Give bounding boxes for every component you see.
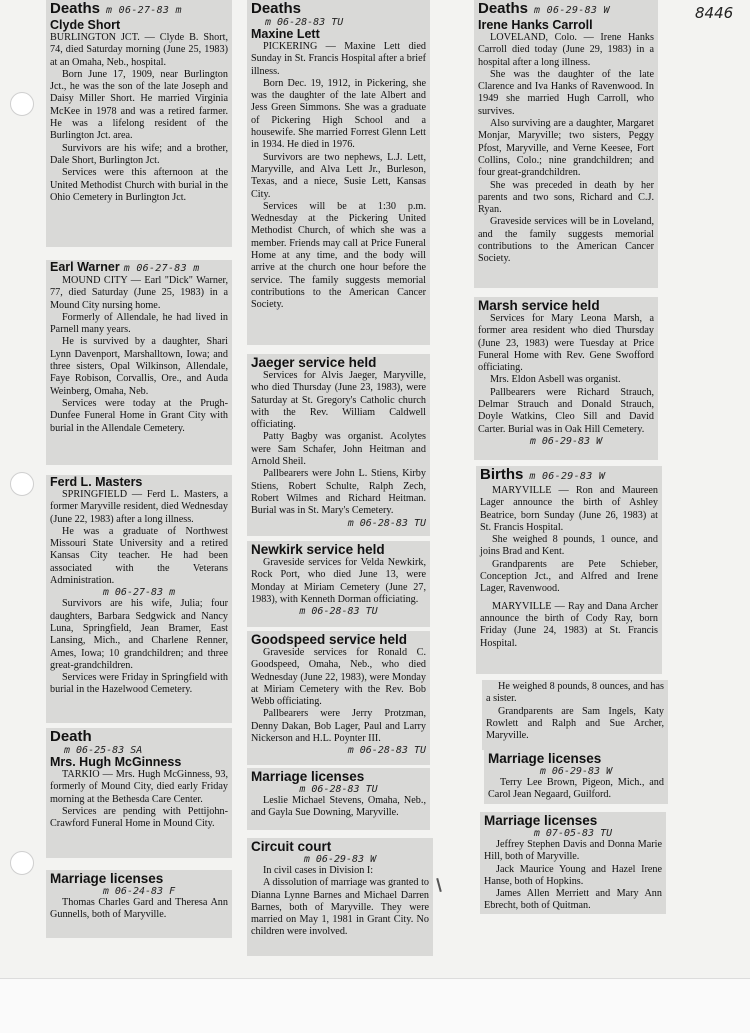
obituary-name: Irene Hanks Carroll — [478, 18, 593, 32]
handwritten-date: m 06-24-83 F — [102, 886, 176, 897]
marriage-licenses-heading: Marriage licenses — [50, 871, 164, 886]
clipping-goodspeed-service — [247, 631, 430, 765]
marriage-licenses-heading: Marriage licenses — [488, 751, 602, 766]
obituary-name: Clyde Short — [50, 18, 121, 32]
death-heading: Death — [50, 728, 92, 745]
pen-mark — [436, 878, 442, 892]
obituary-paragraph: Survivors are two nephews, L.J. Lett, Maryville, and Alva Lett Jr., Burleson, Texas, and a niece, Susie Lett, Kansas City. — [251, 151, 426, 200]
clipping-marsh-service — [474, 297, 658, 460]
obituary-paragraph: Services were this afternoon at the United Methodist Church with burial in the Ohio Cemetery in Burlington Jct. — [50, 167, 228, 203]
obituary-paragraph: Graveside services will be in Loveland, and the family suggests memorial contributions to the American Cancer Society. — [478, 216, 654, 265]
birth-paragraph: Grandparents are Sam Ingels, Katy Rowlett and Ralph and Sue Archer, Maryville. — [486, 705, 664, 742]
license-paragraph: Thomas Charles Gard and Theresa Ann Gunnells, both of Maryville. — [50, 897, 228, 921]
deaths-heading: Deaths — [251, 0, 302, 17]
service-paragraph: Pallbearers were John L. Stiens, Kirby Stiens, Robert Schulte, Ralph Zech, Robert Wilmes and Richard Heitman. Burial was in St. Mary's Cemetery. — [251, 468, 426, 517]
obituary-name: Earl Warner m 06-27-83 m — [50, 260, 200, 274]
obituary-paragraph: He was a graduate of Northwest Missouri State University and a retired Kansas City teacher. He had been associated with the Veterans Administration. — [50, 525, 228, 587]
clipping-carroll-obituary — [474, 0, 658, 288]
obituary-paragraph: PICKERING — Maxine Lett died Sunday in St. Francis Hospital after a brief illness. — [251, 41, 426, 77]
court-paragraph: In civil cases in Division I: — [263, 865, 374, 876]
birth-paragraph: MARYVILLE — Ray and Dana Archer announce the birth of Cody Ray, born Friday (June 24, 1983) at St. Francis Hospital. — [480, 600, 658, 649]
service-paragraph: Services for Mary Leona Marsh, a former area resident who died Thursday (June 23, 1983) were Tuesday at Price Funeral Home with Rev. Gene Swofford officiating. — [478, 313, 654, 374]
handwritten-date: m 06-29-83 W — [534, 5, 610, 16]
service-paragraph: Services for Alvis Jaeger, Maryville, who died Thursday (June 23, 1983), were Saturday at St. Gregory's Catholic church with the Rev. William Caldwell officiating. — [251, 370, 426, 431]
obituary-paragraph: LOVELAND, Colo. — Irene Hanks Carroll died today (June 29, 1983) in a hospital after a long illness. — [478, 32, 654, 68]
birth-paragraph: She weighed 8 pounds, 1 ounce, and joins Brad and Kent. — [480, 534, 658, 558]
obituary-paragraph: Services will be at 1:30 p.m. Wednesday at the Pickering United Methodist Church, of which she was a member. Friends may call at Price Funeral Home at any time, and the body will arrive at the church one hour before the service. The family suggests memorial contributions to the American Cancer Society. — [251, 200, 426, 311]
license-paragraph: Leslie Michael Stevens, Omaha, Neb., and Gayla Sue Downing, Maryville. — [251, 795, 426, 819]
obituary-paragraph: MOUND CITY — Earl "Dick" Warner, 77, died Saturday (June 25, 1983) in a Mound City nursing home. — [50, 275, 228, 311]
obituary-paragraph: Services were Friday in Springfield with burial in the Hazelwood Cemetery. — [50, 672, 228, 696]
court-paragraph: A dissolution of marriage was granted to Dianna Lynne Barnes and Michael Darren Barnes, both of Maryville. They were married on May 1, 1981 in Grant City. No children were involved. — [251, 877, 429, 938]
obituary-paragraph: He is survived by a daughter, Shari Lynn Davenport, Marshalltown, Iowa; and three sisters, Opal Wilkinson, Allendale, Faye Robison, Corvallis, Ore., and Auda Weinberg, Omaha, Neb. — [50, 336, 228, 397]
obituary-paragraph: Services are pending with Pettijohn-Crawford Funeral Home in Mound City. — [50, 805, 228, 830]
handwritten-date: m 06-29-83 W — [529, 471, 606, 482]
obituary-paragraph: Formerly of Allendale, he had lived in Parnell many years. — [50, 311, 228, 336]
marriage-licenses-heading: Marriage licenses — [484, 813, 598, 828]
service-paragraph: Pallbearers were Jerry Protzman, Denny Dakan, Bob Lager, Paul and Larry Nickerson and H.L. Poynter III. — [251, 708, 426, 745]
obituary-paragraph: Services were today at the Prugh-Dunfee Funeral Home in Grant City with burial in the Allendale Cemetery. — [50, 397, 228, 434]
birth-paragraph: MARYVILLE — Ron and Maureen Lager announce the birth of Ashley Beatrice, born Sunday (June 26, 1983) at St. Francis Hospital. — [480, 485, 658, 533]
service-heading: Marsh service held — [478, 298, 600, 313]
clipping-warner-obituary — [46, 260, 232, 465]
service-paragraph: Graveside services for Velda Newkirk, Rock Port, who died June 13, were Monday at Miriam Cemetery (June 27, 1983), with Kenneth Dorman officiating. — [251, 557, 426, 605]
page-number: 8446 — [695, 4, 734, 22]
service-heading: Newkirk service held — [251, 542, 385, 557]
handwritten-date: m 06-27-83 m — [106, 5, 182, 16]
page-bottom-margin — [0, 978, 750, 1033]
birth-paragraph: He weighed 8 pounds, 8 ounces, and has a sister. — [486, 681, 664, 705]
clipping-marriage-licenses — [46, 870, 232, 938]
service-paragraph: Patty Bagby was organist. Acolytes were Sam Schafer, John Heitman and Arnold Sheil. — [251, 431, 426, 468]
obituary-paragraph: SPRINGFIELD — Ferd L. Masters, a former Maryville resident, died Wednesday (June 22, 1983) after a long illness. — [50, 489, 228, 525]
circuit-court-heading: Circuit court — [251, 839, 332, 854]
clipping-lett-obituary — [247, 0, 430, 345]
obituary-paragraph: Born June 17, 1909, near Burlington Jct., he was the son of the late Joseph and Daisy Miller Short. He married Virginia McKee in 1978 and was a retired farmer. He was a lifelong resident of the Burlington Jct. area. — [50, 68, 228, 142]
handwritten-date: m 06-28-83 TU — [347, 517, 426, 529]
clipping-circuit-court — [247, 838, 433, 956]
births-heading: Births m 06-29-83 W — [480, 466, 606, 483]
obituary-paragraph: Also surviving are a daughter, Margaret Monjar, Maryville; two sisters, Peggy Pfost, Maryville, and Verne Keesee, Fort Collins, Colo.; nine grandchildren; and four great-grandchildren. — [478, 118, 654, 179]
clipping-newkirk-service — [247, 541, 430, 627]
obituary-paragraph: BURLINGTON JCT. — Clyde B. Short, 74, died Saturday morning (June 25, 1983) at an Omaha, Neb., hospital. — [50, 32, 228, 68]
deaths-heading: Deaths m 06-29-83 W — [478, 0, 610, 17]
marriage-licenses-heading: Marriage licenses — [251, 769, 365, 784]
clipping-marriage-licenses — [484, 750, 668, 804]
license-paragraph: Terry Lee Brown, Pigeon, Mich., and Carol Jean Negaard, Guilford. — [488, 777, 664, 801]
clipping-births-continued — [482, 680, 668, 750]
handwritten-date: m 06-28-83 TU — [299, 606, 378, 618]
clipping-mcginness-obituary — [46, 728, 232, 858]
license-paragraph: Jeffrey Stephen Davis and Donna Marie Hill, both of Maryville. — [484, 839, 662, 863]
obituary-name: Mrs. Hugh McGinness — [50, 755, 182, 769]
license-paragraph: James Allen Merriett and Mary Ann Ebrecht, both of Quitman. — [484, 888, 662, 912]
service-heading: Jaeger service held — [251, 355, 377, 370]
binder-hole — [10, 92, 34, 116]
clipping-short-obituary — [46, 0, 232, 247]
obituary-paragraph: Survivors are his wife, Julia; four daughters, Barbara Sedgwick and Nancy Luna, Springfield, Jean Bramer, East Lansing, Mich., and Charlene Renner, Ames, Iowa; 10 grandchildren; and three great-grandchildren. — [50, 598, 228, 671]
handwritten-date: m 06-29-83 W — [303, 854, 377, 865]
birth-paragraph: Grandparents are Pete Schieber, Conception Jct., and Alfred and Irene Lager, Ravenwood. — [480, 558, 658, 595]
binder-hole — [10, 851, 34, 875]
handwritten-date: m 06-29-83 W — [529, 435, 603, 447]
clipping-marriage-licenses — [247, 768, 430, 830]
handwritten-date: m 06-27-83 m — [102, 587, 176, 599]
handwritten-date: m 06-28-83 TU — [299, 784, 378, 795]
obituary-paragraph: TARKIO — Mrs. Hugh McGinness, 93, formerly of Mound City, died early Friday morning at the Bethesda Care Center. — [50, 769, 228, 805]
clipping-jaeger-service — [247, 354, 430, 536]
service-paragraph: Mrs. Eldon Asbell was organist. — [490, 374, 621, 386]
handwritten-date: m 06-25-83 SA — [64, 745, 143, 756]
obituary-paragraph: She was preceded in death by her parents and two sons, Richard and C.J. Ryan. — [478, 179, 654, 216]
obituary-paragraph: Survivors are his wife; and a brother, Dale Short, Burlington Jct. — [50, 142, 228, 166]
obituary-paragraph: She was the daughter of the late Clarence and Iva Hanks of Ravenwood. In 1949 she married Hugh Carroll, who survives. — [478, 68, 654, 117]
handwritten-date: m 06-29-83 W — [539, 766, 613, 777]
handwritten-date: m 06-28-83 TU — [347, 745, 426, 757]
service-paragraph: Pallbearers were Richard Strauch, Delmar Strauch and Donald Strauch, Doyle Watkins, Cleo Sill and David Carter. Burial was in Oak Hill Cemetery. — [478, 386, 654, 435]
service-heading: Goodspeed service held — [251, 632, 408, 647]
clipping-marriage-licenses — [480, 812, 666, 914]
obituary-name: Maxine Lett — [251, 27, 320, 41]
handwritten-date: m 06-28-83 TU — [265, 17, 344, 28]
binder-hole — [10, 472, 34, 496]
clipping-births — [476, 466, 662, 674]
service-paragraph: Graveside services for Ronald C. Goodspeed, Omaha, Neb., who died Wednesday (June 22, 1983), were Monday at Miriam Cemetery with the Rev. Bob Webb officiating. — [251, 647, 426, 708]
deaths-heading: Deaths m 06-27-83 m — [50, 0, 182, 17]
handwritten-date: m 07-05-83 TU — [533, 828, 613, 839]
license-paragraph: Jack Maurice Young and Hazel Irene Hanse, both of Hopkins. — [484, 863, 662, 887]
clipping-masters-obituary — [46, 475, 232, 723]
obituary-name: Ferd L. Masters — [50, 475, 143, 489]
obituary-paragraph: Born Dec. 19, 1912, in Pickering, she was the daughter of the late Albert and Jess Green Simmons. She was a graduate of Pickering High School and a housewife. She married Forrest Glenn Lett in 1934. He died in 1976. — [251, 77, 426, 151]
handwritten-date: m 06-27-83 m — [123, 263, 200, 274]
